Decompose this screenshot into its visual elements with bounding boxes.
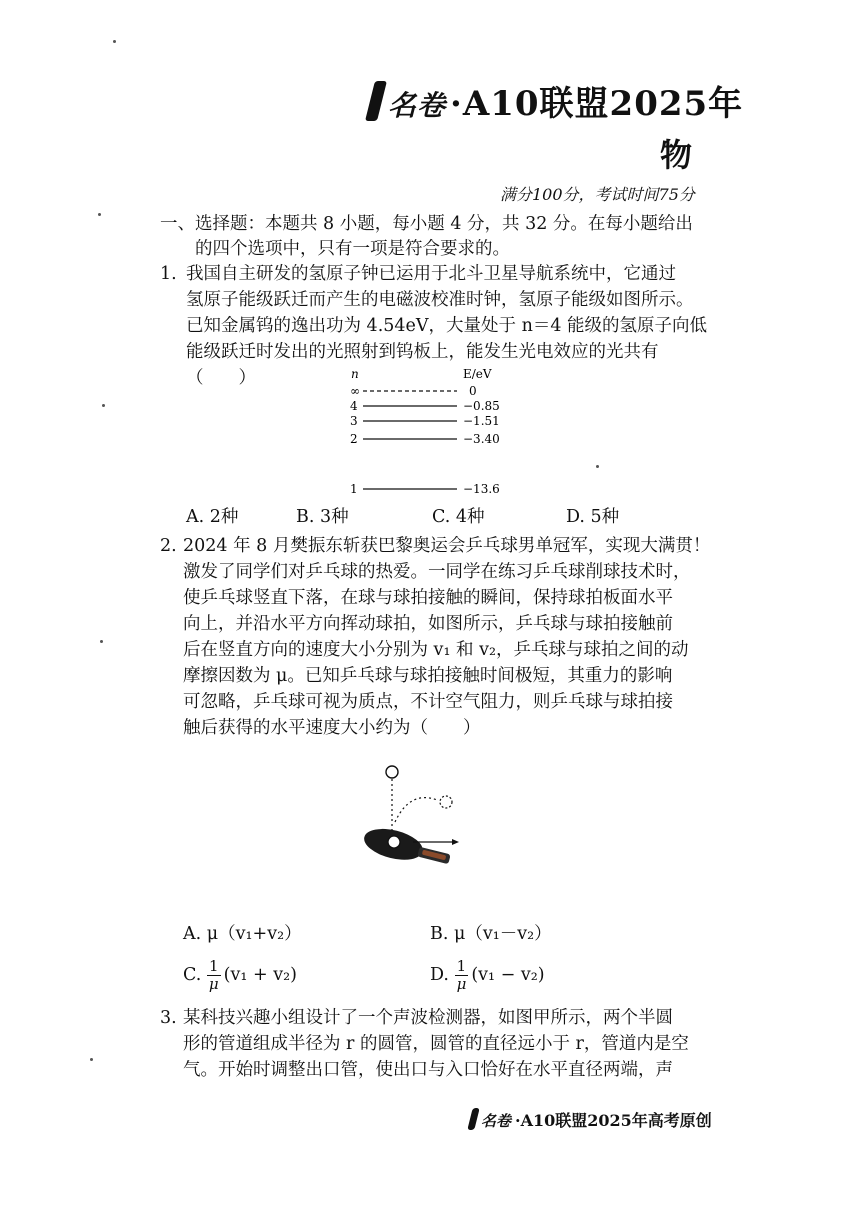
exam-title: ·A10联盟2025年 (450, 84, 744, 124)
q1-line: 已知金属钨的逸出功为 4.54eV，大量处于 n＝4 能级的氢原子向低 (186, 316, 708, 336)
footer-brand: 名卷 (481, 1112, 512, 1130)
scan-speck (90, 1058, 93, 1061)
scan-speck (113, 40, 116, 43)
racket-figure (355, 762, 465, 902)
energy-level-diagram (345, 365, 525, 500)
subject-title: 物 (660, 136, 693, 174)
q1-line: 我国自主研发的氢原子钟已运用于北斗卫星导航系统中，它通过 (186, 264, 676, 284)
scan-speck (596, 465, 599, 468)
section-heading-line2: 的四个选项中，只有一项是符合要求的。 (195, 239, 510, 259)
q2-line: 激发了同学们对乒乓球的热爱。一同学在练习乒乓球削球技术时， (183, 562, 691, 582)
q2-line: 后在竖直方向的速度大小分别为 v₁ 和 v₂，乒乓球与球拍之间的动 (183, 640, 689, 660)
q3-number: 3. (160, 1008, 177, 1028)
q1-option-c: C. 4种 (432, 507, 485, 527)
q2-line: 触后获得的水平速度大小约为（ ） (183, 718, 481, 738)
q2-option-b: B. μ（v₁－v₂） (430, 924, 552, 944)
q1-line: 氢原子能级跃迁而产生的电磁波校准时钟，氢原子能级如图所示。 (186, 290, 694, 310)
fraction (207, 958, 221, 993)
level-e: −3.40 (463, 432, 500, 446)
q2-number: 2. (160, 536, 177, 556)
q2-option-d-expr: (v₁ − v₂) (471, 965, 545, 985)
level-e: −0.85 (463, 399, 500, 413)
header-title (370, 76, 743, 125)
q2-line: 可忽略，乒乓球可视为质点，不计空气阻力，则乒乓球与球拍接 (183, 692, 673, 712)
q3-line: 某科技兴趣小组设计了一个声波检测器，如图甲所示，两个半圆 (183, 1008, 673, 1028)
q2-option-c-expr: (v₁ + v₂) (223, 965, 297, 985)
level-n: 2 (350, 432, 358, 446)
q2-option-d (430, 958, 545, 993)
level-n: 4 (350, 399, 358, 413)
level-n: 1 (350, 482, 358, 496)
q2-line: 向上，并沿水平方向挥动球拍，如图所示，乒乓球与球拍接触前 (183, 614, 673, 634)
q1-option-d: D. 5种 (566, 507, 620, 527)
brand-name: 名卷 (388, 89, 447, 122)
footer-text: ·A10联盟2025年高考原创 (515, 1111, 712, 1130)
q2-line: 2024 年 8 月樊振东斩获巴黎奥运会乒乓球男单冠军，实现大满贯！ (183, 536, 711, 556)
bounce-path (395, 798, 437, 822)
fraction (455, 958, 469, 993)
q3-line: 气。开始时调整出口管，使出口与入口恰好在水平直径两端，声 (183, 1060, 673, 1080)
fraction-numerator: 1 (455, 958, 469, 976)
arrow-head-icon (452, 839, 459, 845)
footer-logo-icon (467, 1108, 479, 1130)
level-e: −13.6 (463, 482, 500, 496)
ball-after-icon (440, 796, 452, 808)
q2-line: 摩擦因数为 μ。已知乒乓球与球拍接触时间极短，其重力的影响 (183, 666, 673, 686)
level-e: 0 (469, 384, 477, 398)
scan-speck (98, 213, 101, 216)
fraction-denominator: μ (208, 975, 219, 993)
axis-label-n: n (351, 367, 359, 381)
level-e: −1.51 (463, 414, 500, 428)
axis-label-e: E/eV (463, 367, 492, 381)
level-n: 3 (350, 414, 358, 428)
level-n: ∞ (350, 384, 360, 398)
exam-meta: 满分100分，考试时间75分 (500, 185, 695, 204)
q1-option-b: B. 3种 (296, 507, 349, 527)
scan-speck (102, 404, 105, 407)
q1-answer-blank: （ ） (186, 368, 256, 388)
scan-speck (100, 640, 103, 643)
section-heading-line1: 一、选择题：本题共 8 小题，每小题 4 分，共 32 分。在每小题给出 (160, 214, 693, 234)
q3-line: 形的管道组成半径为 r 的圆管，圆管的直径远小于 r，管道内是空 (183, 1034, 689, 1054)
q2-option-c (183, 958, 297, 993)
ball-contact-icon (388, 836, 400, 848)
q2-option-a: A. μ（v₁+v₂） (183, 924, 302, 944)
ball-before-icon (386, 766, 398, 778)
q2-option-d-label: D. (430, 965, 449, 985)
q1-number: 1. (160, 264, 177, 284)
logo-icon (365, 81, 387, 121)
fraction-numerator: 1 (207, 958, 221, 976)
q1-line: 能级跃迁时发出的光照射到钨板上，能发生光电效应的光共有 (186, 342, 659, 362)
q2-line: 使乒乓球竖直下落，在球与球拍接触的瞬间，保持球拍板面水平 (183, 588, 673, 608)
footer (470, 1108, 712, 1131)
fraction-denominator: μ (456, 975, 467, 993)
q1-option-a: A. 2种 (186, 507, 239, 527)
q2-option-c-label: C. (183, 965, 202, 985)
